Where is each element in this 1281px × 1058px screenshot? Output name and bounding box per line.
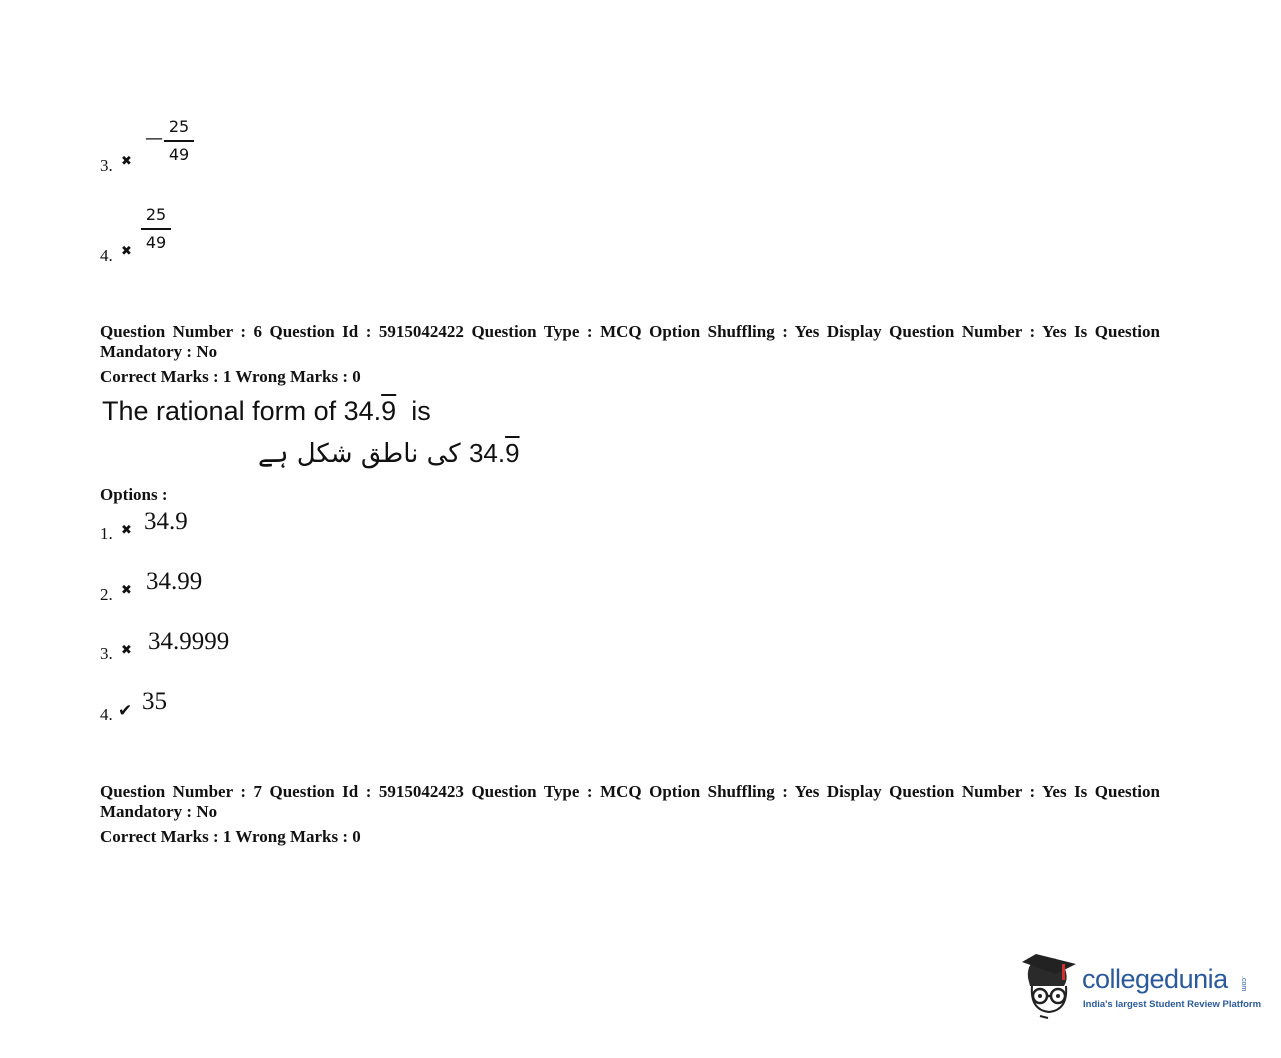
q7-meta: Question Number : 7 Question Id : 5915042423 Question Type : MCQ Option Shuffling : Yes Display Question Number : Yes Is Question Mandatory : No bbox=[100, 782, 1160, 821]
wrong-mark-icon: ✖ bbox=[121, 154, 132, 169]
option-value: 34.9999 bbox=[148, 628, 230, 655]
logo-name: collegedunia bbox=[1082, 964, 1228, 994]
option-value: 35 bbox=[142, 688, 167, 715]
option-number: 3. bbox=[100, 644, 113, 663]
option-number: 1. bbox=[100, 524, 113, 543]
q6-urdu-text bbox=[258, 438, 520, 469]
option-number: 4. bbox=[100, 705, 113, 724]
urdu-repeating-decimal: 34.9 bbox=[468, 438, 520, 468]
question-text-before: The rational form of bbox=[102, 396, 337, 426]
denominator: 49 bbox=[168, 145, 190, 164]
q7-marks: Correct Marks : 1 Wrong Marks : 0 bbox=[100, 827, 361, 846]
option-number: 2. bbox=[100, 585, 113, 604]
wrong-mark-icon: ✖ bbox=[121, 244, 132, 259]
fraction bbox=[141, 205, 171, 253]
options-label: Options : bbox=[100, 485, 168, 504]
repeating-decimal: 34.9 bbox=[343, 396, 397, 426]
q6-meta: Question Number : 6 Question Id : 5915042422 Question Type : MCQ Option Shuffling : Yes Display Question Number : Yes Is Question Mandatory : No bbox=[100, 322, 1160, 361]
option-number: 4. bbox=[100, 246, 113, 265]
wrong-mark-icon: ✖ bbox=[121, 583, 132, 598]
fraction-bar bbox=[164, 140, 194, 142]
wrong-mark-icon: ✖ bbox=[121, 643, 132, 658]
urdu-question-text: کی ناطق شکل ہے bbox=[258, 439, 461, 469]
q6-marks: Correct Marks : 1 Wrong Marks : 0 bbox=[100, 367, 361, 386]
logo-tagline: India's largest Student Review Platform bbox=[1083, 999, 1262, 1010]
minus-sign: — bbox=[145, 128, 163, 149]
option-number: 3. bbox=[100, 156, 113, 175]
fraction-bar bbox=[141, 228, 171, 230]
q6-question-text bbox=[102, 396, 431, 427]
mascot-icon bbox=[1022, 950, 1082, 1020]
wrong-mark-icon: ✖ bbox=[121, 523, 132, 538]
denominator: 49 bbox=[145, 233, 167, 252]
correct-check-icon: ✔ bbox=[118, 701, 133, 721]
numerator: 25 bbox=[168, 117, 190, 136]
question-text-after: is bbox=[411, 396, 431, 426]
logo-suffix: .com bbox=[1240, 976, 1247, 992]
numerator: 25 bbox=[145, 205, 167, 224]
collegedunia-logo bbox=[1022, 950, 1262, 1022]
option-value: 34.99 bbox=[146, 568, 203, 595]
fraction bbox=[164, 117, 194, 165]
option-value: 34.9 bbox=[144, 508, 188, 535]
